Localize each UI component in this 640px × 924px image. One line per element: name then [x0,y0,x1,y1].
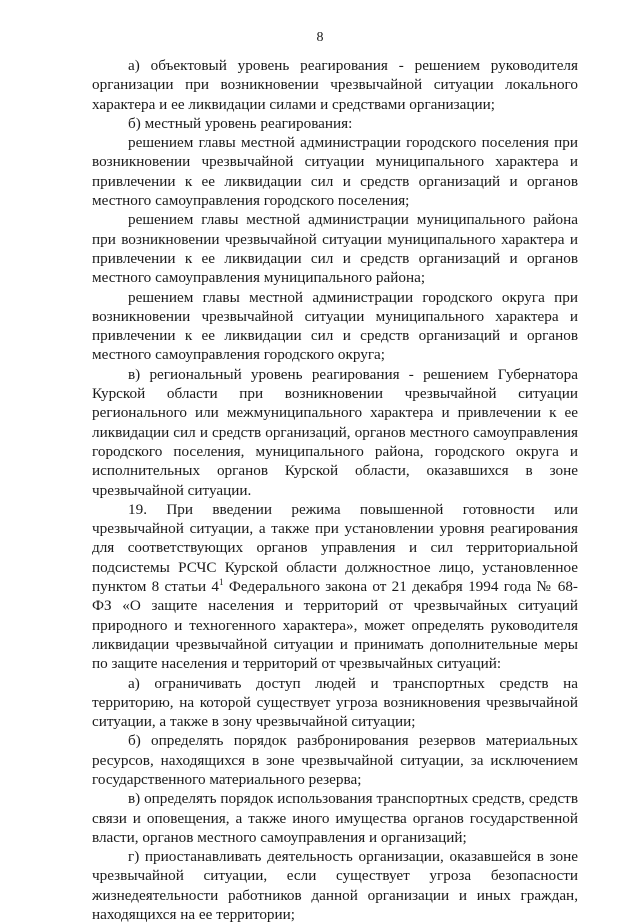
paragraph-19-text-end: Федерального закона от 21 декабря 1994 года № 68-ФЗ «О защите населения и территорий от чрезвычайных ситуаций природного и техногенного характера», может определять руководителя ликвидации чрезвычайной ситуации и принимать дополнительные меры по защите населения и территорий от чрезвычайных ситуаций: [92,578,578,673]
measure-item-g: г) приостанавливать деятельность организации, оказавшейся в зоне чрезвычайной ситуации, если существует угроза безопасности жизнедеятельности работников данной организации и иных граждан, находящихся на ее территории; [92,848,578,924]
paragraph-19-text-start: 19. При введении режима повышенной готовности или чрезвычайной ситуации, а также при установлении уровня реагирования для соответствующих органов управления и сил территориальной подсистемы РСЧС Курской области должностное лицо, установленное пунктом 8 статьи 4 [92,500,578,596]
measure-item-b: б) определять порядок разбронирования резервов материальных ресурсов, находящихся в зоне чрезвычайной ситуации, за исключением государственного материального резерва; [92,732,578,788]
paragraph-municipal-district: решением главы местной администрации муниципального района при возникновении чрезвычайной ситуации муниципального характера и привлечении к ее ликвидации сил и средств организаций и органов местного самоуправления муниципального района; [92,211,578,287]
document-body [92,56,578,924]
paragraph-regional-level: в) региональный уровень реагирования - решением Губернатора Курской области при возникновении чрезвычайной ситуации регионального или межмуниципального характера и привлечении к ее ликвидации сил и средств организаций, органов местного самоуправления городского поселения, муниципального района, городского округа и исполнительных органов Курской области, оказавшихся в зоне чрезвычайной ситуации. [92,365,578,499]
paragraph-urban-settlement: решением главы местной администрации городского поселения при возникновении чрезвычайной ситуации муниципального характера и привлечении к ее ликвидации сил и средств организаций и органов местного самоуправления городского поселения; [92,134,578,210]
page-number: 8 [316,30,324,45]
measure-item-a: а) ограничивать доступ людей и транспортных средств на территорию, на которой существует угроза возникновения чрезвычайной ситуации, а также в зону чрезвычайной ситуации; [92,674,578,731]
article-superscript: 1 [219,576,224,587]
paragraph-object-level: а) объектовый уровень реагирования - решением руководителя организации при возникновении чрезвычайной ситуации локального характера и ее ликвидации силами и средствами организации; [92,57,578,113]
measure-item-v: в) определять порядок использования транспортных средств, средств связи и оповещения, а также иного имущества органов государственной власти, органов местного самоуправления и организаций; [92,790,578,846]
paragraph-urban-district: решением главы местной администрации городского округа при возникновении чрезвычайной ситуации муниципального характера и привлечении к ее ликвидации сил и средств организаций и органов местного самоуправления городского округа; [92,288,578,364]
paragraph-19 [92,500,578,674]
paragraph-local-level: б) местный уровень реагирования: [128,114,353,132]
